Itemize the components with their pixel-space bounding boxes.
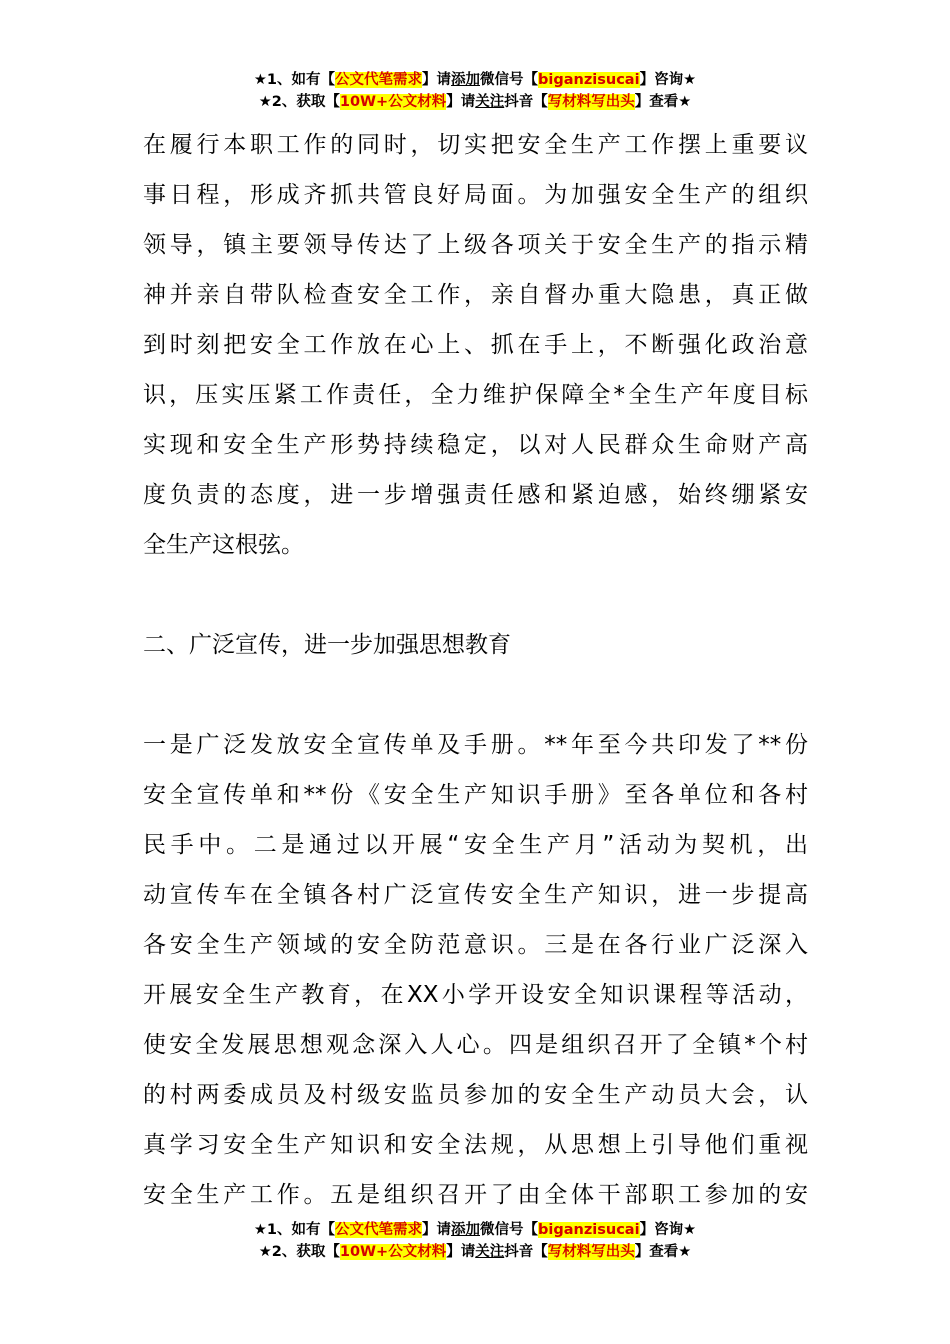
text-line: 一是广泛发放安全宣传单及手册。**年至今共印发了**份 [143,732,808,758]
douyin-account-highlight: 写材料写出头 [547,1244,635,1260]
text-line: 神并亲自带队检查安全工作，亲自督办重大隐患，真正做 [143,282,808,308]
banner-text: 抖音【 [504,94,548,110]
text-line: 真学习安全生产知识和安全法规，从思想上引导他们重视 [143,1132,808,1158]
banner-underlined-text: 添加 [451,72,481,88]
banner-text: 】请 [446,94,476,110]
banner-underlined-text: 添加 [451,1222,481,1238]
text-line: 在履行本职工作的同时，切实把安全生产工作摆上重要议 [143,132,808,158]
banner-text: 微信号【 [480,72,539,88]
banner-text: 】请 [446,1244,476,1260]
banner-highlight: 10W+公文材料 [339,94,447,110]
banner-highlight: 10W+公文材料 [339,1244,447,1260]
text-line: 识，压实压紧工作责任，全力维护保障全*全生产年度目标 [143,382,808,408]
text-line: 到时刻把安全工作放在心上、抓在手上，不断强化政治意 [143,332,808,358]
paragraph-1 [143,120,808,570]
banner-text: 】咨询★ [639,72,697,88]
banner-text: 微信号【 [480,1222,539,1238]
banner-text: ★2、获取【 [258,94,340,110]
text-line: 安全生产工作。五是组织召开了由全体干部职工参加的安 [143,1182,808,1208]
banner-line-1 [0,69,950,91]
banner-text: 】查看★ [634,1244,692,1260]
banner-text: 】请 [422,1222,452,1238]
banner-text: 抖音【 [504,1244,548,1260]
paragraph-2 [143,720,808,1220]
banner-line-2 [0,91,950,113]
banner-text: ★2、获取【 [258,1244,340,1260]
text-line: 动宣传车在全镇各村广泛宣传安全生产知识，进一步提高 [143,882,808,908]
banner-text: 】请 [422,72,452,88]
banner-highlight: 公文代笔需求 [335,72,423,88]
text-line: 实现和安全生产形势持续稳定，以对人民群众生命财产高 [143,432,808,458]
text-line: 开展安全生产教育，在XX小学开设安全知识课程等活动， [143,982,808,1008]
banner-underlined-text: 关注 [475,1244,505,1260]
banner-text: 】查看★ [634,94,692,110]
banner-text: 】咨询★ [639,1222,697,1238]
footer-banner [0,1219,950,1263]
wechat-id-highlight: biganzisucai [538,72,640,88]
text-line: 安全宣传单和**份《安全生产知识手册》至各单位和各村 [143,782,808,808]
text-line: 领导，镇主要领导传达了上级各项关于安全生产的指示精 [143,232,808,258]
banner-text: ★1、如有【 [253,1222,336,1238]
banner-line-1 [0,1219,950,1241]
header-banner [0,69,950,113]
text-line: 的村两委成员及村级安监员参加的安全生产动员大会，认 [143,1082,808,1108]
text-line: 全生产这根弦。 [143,532,304,558]
text-line: 事日程，形成齐抓共管良好局面。为加强安全生产的组织 [143,182,808,208]
text-line: 民手中。二是通过以开展“安全生产月”活动为契机，出 [143,832,808,858]
text-line: 使安全发展思想观念深入人心。四是组织召开了全镇*个村 [143,1032,808,1058]
text-line: 各安全生产领域的安全防范意识。三是在各行业广泛深入 [143,932,808,958]
section-heading: 二、广泛宣传，进一步加强思想教育 [143,632,511,658]
document-body [143,120,808,1220]
wechat-id-highlight: biganzisucai [538,1222,640,1238]
banner-text: ★1、如有【 [253,72,336,88]
paragraph-spacer [143,570,808,620]
banner-underlined-text: 关注 [475,94,505,110]
douyin-account-highlight: 写材料写出头 [547,94,635,110]
text-line: 度负责的态度，进一步增强责任感和紧迫感，始终绷紧安 [143,482,808,508]
paragraph-spacer [143,670,808,720]
banner-highlight: 公文代笔需求 [335,1222,423,1238]
banner-line-2 [0,1241,950,1263]
